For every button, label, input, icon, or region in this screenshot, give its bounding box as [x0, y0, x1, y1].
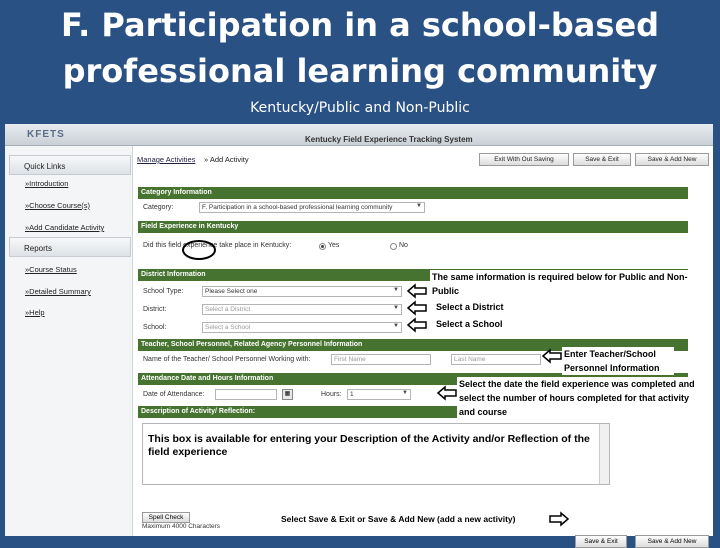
arrow-left-icon — [407, 284, 427, 298]
section-attendance: Attendance Date and Hours Information — [138, 373, 688, 385]
sidebar-item-detailed-summary[interactable]: »Detailed Summary — [25, 287, 91, 296]
system-title: Kentucky Field Experience Tracking System — [305, 135, 473, 144]
school-type-label: School Type: — [143, 288, 184, 295]
arrow-left-icon — [542, 349, 562, 363]
breadcrumb-manage-activities[interactable]: Manage Activities — [137, 155, 196, 164]
kentucky-question-label: Did this field experience take place in Kentucky: — [143, 242, 292, 249]
section-field-experience: Field Experience in Kentucky — [138, 221, 688, 233]
yes-highlight-circle — [182, 240, 216, 260]
kentucky-no-label: No — [399, 242, 408, 249]
kentucky-yes-radio[interactable] — [319, 243, 326, 250]
teacher-name-label: Name of the Teacher/ School Personnel Working with: — [143, 356, 311, 363]
description-textarea[interactable]: This box is available for entering your Description of the Activity and/or Reflection of the field experience — [142, 423, 610, 485]
sidebar-item-introduction[interactable]: »Introduction — [25, 179, 69, 188]
sidebar-quick-links-heading: Quick Links — [9, 155, 131, 175]
app-header — [5, 124, 713, 146]
callout-select-school: Select a School — [436, 319, 503, 329]
chevron-down-icon: ▼ — [393, 287, 399, 293]
category-select[interactable]: F. Participation in a school-based professional learning community ▼ — [199, 202, 425, 213]
date-label: Date of Attendance: — [143, 391, 205, 398]
spell-check-button[interactable]: Spell Check — [142, 512, 190, 523]
sidebar-item-course-status[interactable]: »Course Status — [25, 265, 77, 274]
chevron-down-icon: ▼ — [393, 305, 399, 311]
breadcrumb-current: » Add Activity — [204, 155, 249, 164]
callout-same-info: The same information is required below for Public and Non-Public — [430, 270, 690, 298]
calendar-icon[interactable]: ▦ — [282, 389, 293, 400]
callout-enter-teacher: Enter Teacher/School Personnel Information — [562, 347, 674, 375]
bottom-save-exit-button[interactable]: Save & Exit — [575, 535, 627, 548]
bottom-save-add-new-button[interactable]: Save & Add New — [635, 535, 709, 548]
exit-without-saving-button[interactable]: Exit With Out Saving — [479, 153, 569, 166]
kentucky-no-radio[interactable] — [390, 243, 397, 250]
district-label: District: — [143, 306, 167, 313]
arrow-left-icon — [407, 301, 427, 315]
save-add-new-button[interactable]: Save & Add New — [635, 153, 709, 166]
chevron-down-icon: ▼ — [402, 390, 408, 396]
section-category: Category Information — [138, 187, 688, 199]
textarea-scrollbar[interactable] — [599, 424, 609, 484]
sidebar-item-add-candidate-activity[interactable]: »Add Candidate Activity — [25, 223, 105, 232]
slide-title-line2: professional learning community — [62, 52, 658, 90]
sidebar-item-help[interactable]: »Help — [25, 308, 45, 317]
slide-subtitle: Kentucky/Public and Non-Public — [250, 100, 470, 116]
max-characters-note: Maximum 4000 Characters — [142, 523, 221, 530]
section-teacher: Teacher, School Personnel, Related Agency Personnel Information — [138, 339, 688, 351]
section-description: Description of Activity/ Reflection: — [138, 406, 688, 418]
callout-select-district: Select a District — [436, 302, 504, 312]
slide-title — [0, 2, 720, 94]
arrow-left-icon — [437, 386, 457, 400]
sidebar-reports-heading: Reports — [9, 237, 131, 257]
category-label: Category: — [143, 204, 174, 211]
sidebar-item-choose-courses[interactable]: »Choose Course(s) — [25, 201, 91, 210]
section-district: District Information — [138, 269, 688, 281]
save-exit-button[interactable]: Save & Exit — [573, 153, 631, 166]
slide-title-line1: F. Participation in a school-based — [60, 6, 660, 44]
arrow-left-icon — [407, 318, 427, 332]
app-logo: KFETS — [27, 129, 65, 140]
main-content — [135, 146, 713, 545]
district-select[interactable]: Select a District ▼ — [202, 304, 402, 315]
callout-select-date: Select the date the field experience was completed and select the number of hours completed for that activity and course — [457, 377, 702, 419]
teacher-last-name-input[interactable]: Last Name — [451, 354, 541, 365]
sidebar — [5, 146, 133, 536]
chevron-down-icon: ▼ — [416, 203, 422, 209]
callout-bottom-instruction: Select Save & Exit or Save & Add New (add a new activity) — [281, 514, 516, 524]
hours-label: Hours: — [321, 391, 342, 398]
arrow-right-icon — [549, 512, 569, 526]
kentucky-yes-label: Yes — [328, 242, 340, 249]
hours-select[interactable]: 1 ▼ — [347, 389, 411, 400]
teacher-first-name-input[interactable]: First Name — [331, 354, 431, 365]
attendance-date-input[interactable] — [215, 389, 277, 400]
app-screenshot — [5, 124, 713, 545]
school-select[interactable]: Select a School ▼ — [202, 322, 402, 333]
school-type-select[interactable]: Please Select one ▼ — [202, 286, 402, 297]
school-label: School: — [143, 324, 167, 331]
chevron-down-icon: ▼ — [393, 323, 399, 329]
